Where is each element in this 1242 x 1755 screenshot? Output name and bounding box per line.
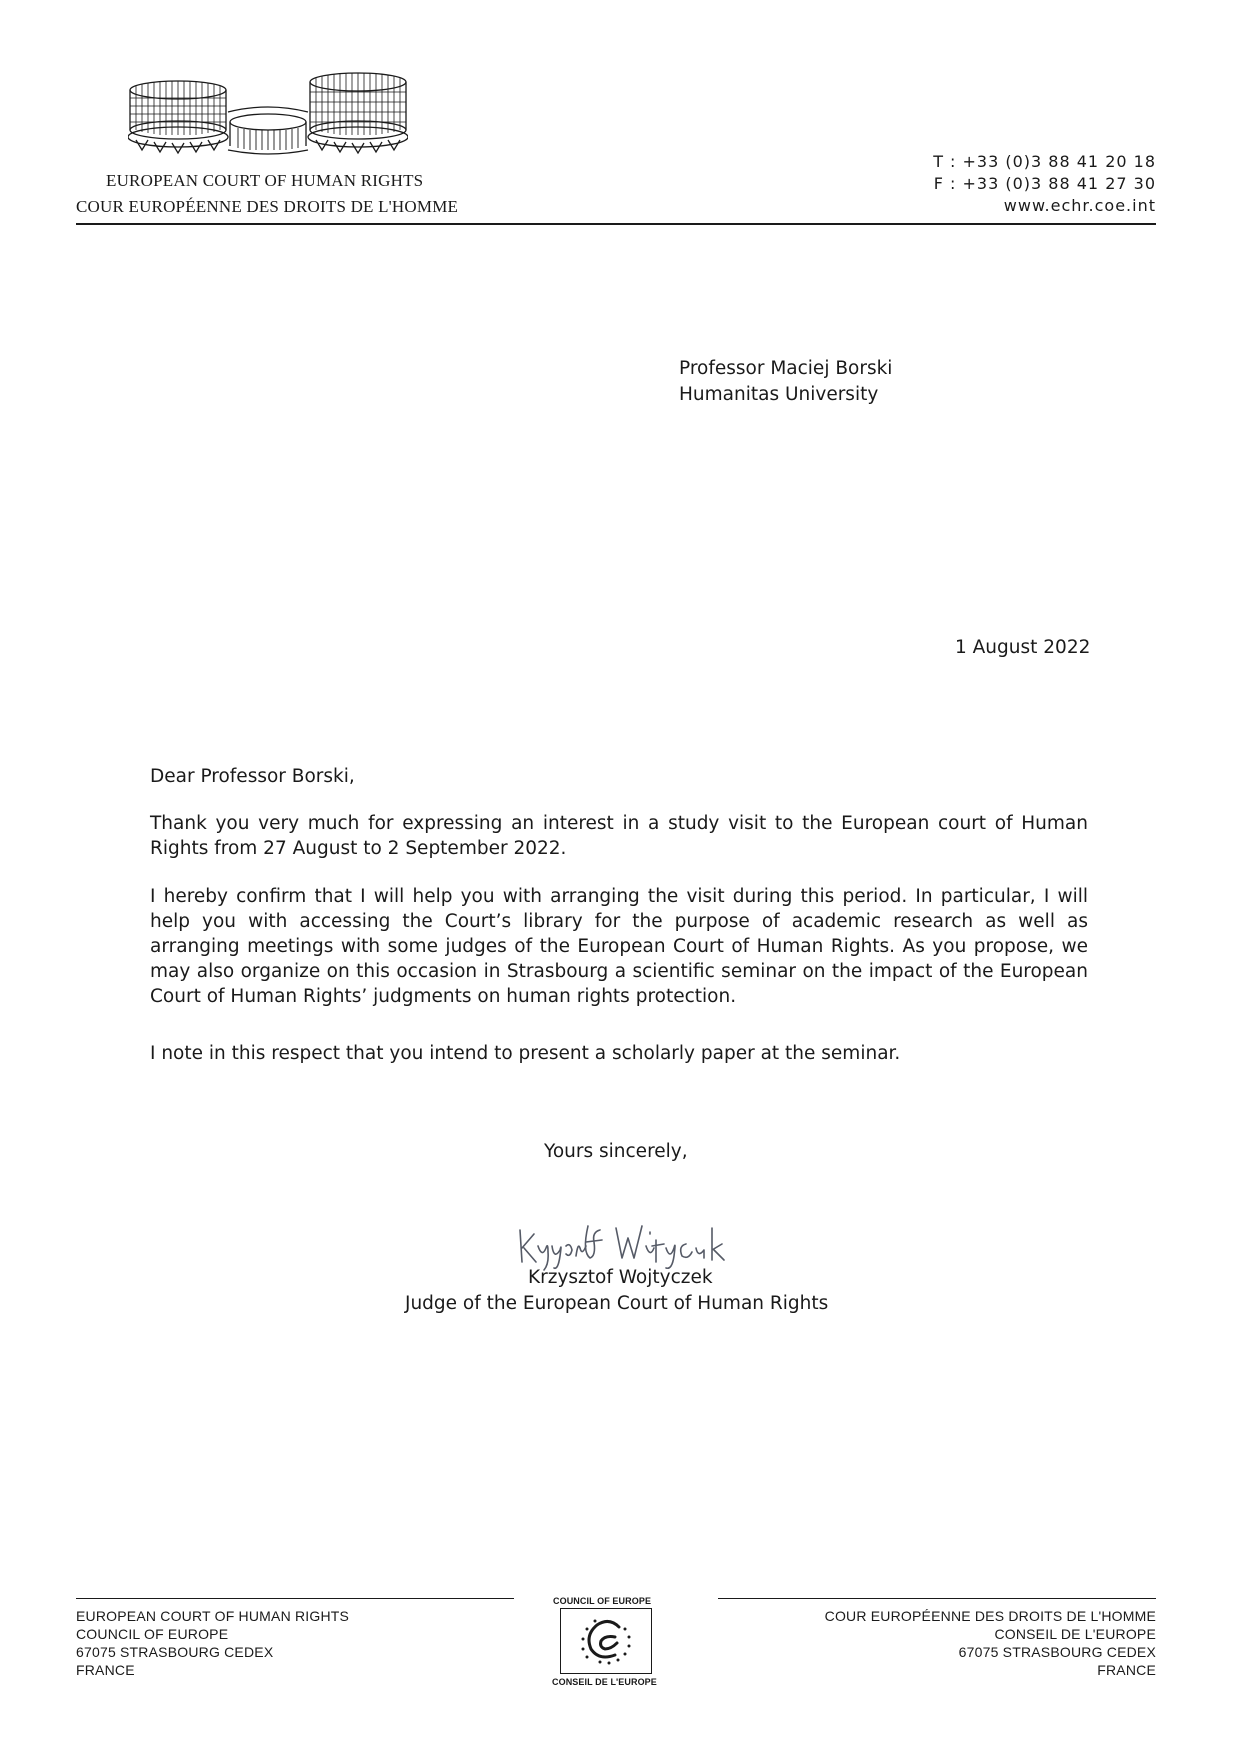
footer-left-line: COUNCIL OF EUROPE (76, 1626, 229, 1642)
footer-right-line: COUR EUROPÉENNE DES DROITS DE L'HOMME (824, 1608, 1156, 1624)
header-divider (76, 223, 1156, 225)
paragraph-2: I hereby confirm that I will help you with arranging the visit during this period. In particular, I will help you with accessing the Court’s library for the purpose of academic research as well as arranging meetings with some judges of the European Court of Human Rights. As you propose, we may also organize on this occasion in Strasbourg a scientific seminar on the impact of the European Court of Human Rights’ judgments on human rights protection. (150, 886, 1088, 1007)
coe-label-en: COUNCIL OF EUROPE (553, 1596, 652, 1606)
coe-label-fr: CONSEIL DE L'EUROPE (552, 1677, 657, 1687)
recipient-institution: Humanitas University (679, 384, 879, 405)
footer-left-line: 67075 STRASBOURG CEDEX (76, 1644, 274, 1660)
phone-number: T : +33 (0)3 88 41 20 18 (933, 152, 1156, 171)
closing: Yours sincerely, (544, 1141, 688, 1162)
website-link[interactable]: www.echr.coe.int (1003, 196, 1156, 215)
footer-address-left (76, 1607, 349, 1679)
footer-address-right (825, 1607, 1156, 1679)
footer-divider-left (76, 1598, 514, 1599)
coe-emblem-frame (560, 1608, 652, 1674)
letter-date: 1 August 2022 (955, 637, 1091, 658)
footer-right-line: CONSEIL DE L'EUROPE (994, 1626, 1156, 1642)
signatory-title: Judge of the European Court of Human Rights (405, 1293, 829, 1314)
footer-divider-right (718, 1598, 1156, 1599)
footer-right-line: FRANCE (1097, 1662, 1156, 1678)
signatory-name: Krzysztof Wojtyczek (528, 1267, 713, 1288)
footer-right-line: 67075 STRASBOURG CEDEX (958, 1644, 1156, 1660)
court-name-french: COUR EUROPÉENNE DES DROITS DE L'HOMME (76, 197, 459, 216)
salutation: Dear Professor Borski, (150, 766, 355, 787)
footer-left-line: FRANCE (76, 1662, 135, 1678)
paragraph-1: Thank you very much for expressing an interest in a study visit to the European court of Human Rights from 27 August to 2 September 2022. (150, 813, 1088, 859)
fax-number: F : +33 (0)3 88 41 27 30 (933, 174, 1156, 193)
council-of-europe-emblem-icon (561, 1609, 651, 1673)
court-building-icon (128, 72, 408, 162)
footer-left-line: EUROPEAN COURT OF HUMAN RIGHTS (76, 1608, 350, 1624)
paragraph-3: I note in this respect that you intend to present a scholarly paper at the seminar. (150, 1043, 901, 1064)
recipient-name: Professor Maciej Borski (679, 358, 893, 379)
court-name-english: EUROPEAN COURT OF HUMAN RIGHTS (106, 171, 424, 190)
